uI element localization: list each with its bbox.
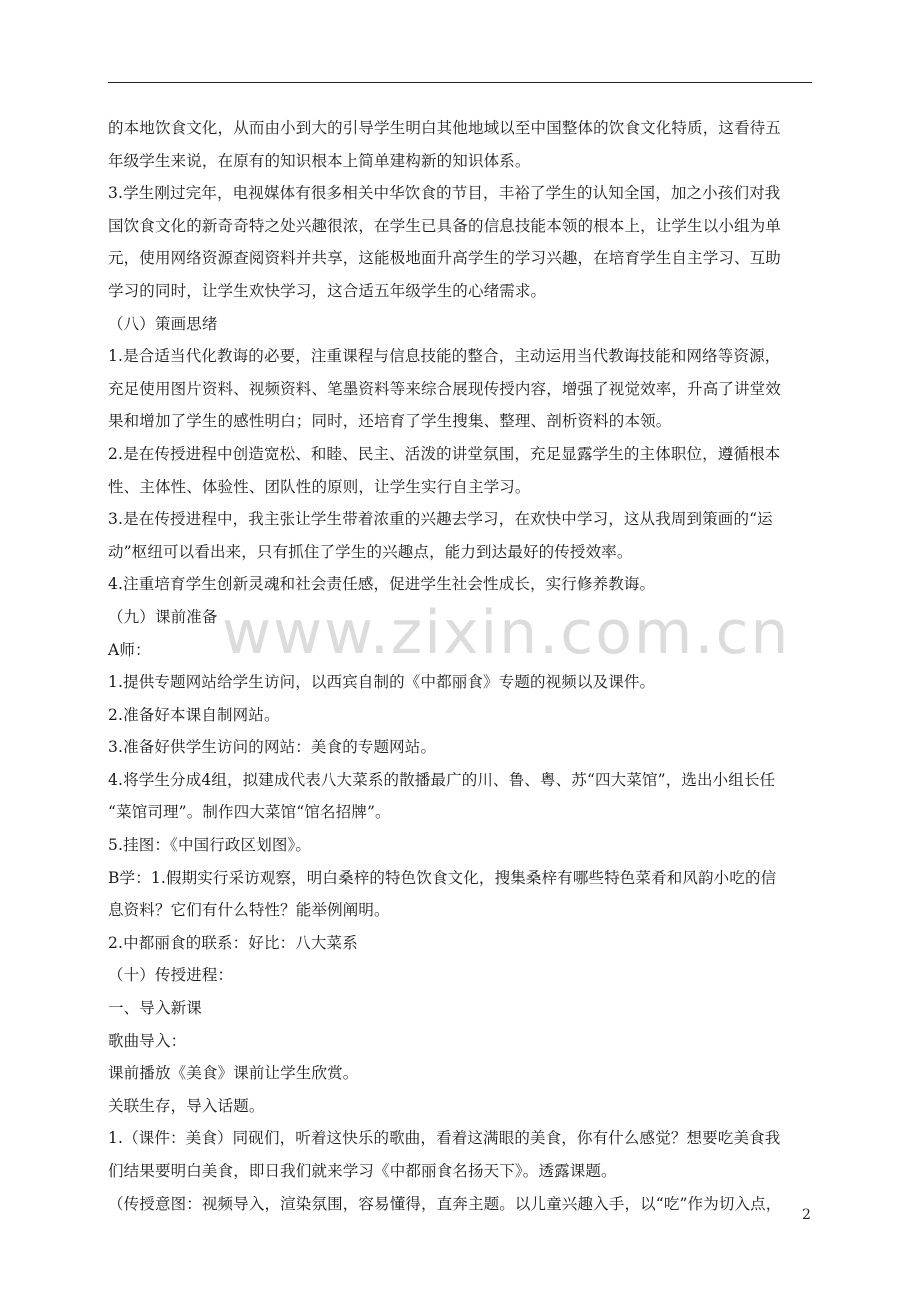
text-line: 4.注重培育学生创新灵魂和社会责任感，促进学生社会性成长，实行修养教诲。: [108, 575, 656, 594]
text-line: A师：: [108, 640, 151, 659]
text-line: （八）策画思绪: [108, 314, 218, 333]
text-line: 3.是在传授进程中，我主张让学生带着浓重的兴趣去学习，在欢快中学习，这从我周到策画的“运: [108, 510, 773, 529]
text-line: 课前播放《美食》课前让学生欣赏。: [108, 1064, 359, 1083]
text-line: 充足使用图片资料、视频资料、笔墨资料等来综合展现传授内容，增强了视觉效率，升高了讲堂效: [108, 379, 781, 398]
text-line: 1.是合适当代化教诲的必要，注重课程与信息技能的整合，主动运用当代教诲技能和网络等资源，: [108, 347, 781, 366]
text-line: 3.准备好供学生访问的网站：美食的专题网站。: [108, 738, 437, 757]
text-line: （九）课前准备: [108, 607, 218, 626]
text-line: 1.（课件：美食）同砚们，听着这快乐的歌曲，看着这满眼的美食，你有什么感觉？想要吃美食我: [108, 1129, 781, 1148]
header-rule: [108, 82, 812, 83]
text-line: 们结果要明白美食，即日我们就来学习《中都丽食名扬天下》。透露课题。: [108, 1162, 617, 1180]
text-line: 3.学生刚过完年，电视媒体有很多相关中华饮食的节目，丰裕了学生的认知全国，加之小孩们对我: [108, 184, 781, 203]
text-line: 息资料？它们有什么特性？能举例阐明。: [108, 901, 390, 920]
text-line: （十）传授进程：: [108, 966, 234, 985]
watermark: www.zixin.com.cn: [222, 598, 791, 668]
document-body: [108, 112, 814, 1220]
text-line: 歌曲导入：: [108, 1031, 187, 1050]
text-line: B学：1.假期实行采访观察，明白桑梓的特色饮食文化，搜集桑梓有哪些特色菜肴和风韵小吃的信: [108, 868, 777, 887]
text-line: 性、主体性、体验性、团队性的原则，让学生实行自主学习。: [108, 477, 531, 496]
text-line: 果和增加了学生的感性明白；同时，还培育了学生搜集、整理、剖析资料的本领。: [108, 412, 672, 431]
text-line: 的本地饮食文化，从而由小到大的引导学生明白其他地域以至中国整体的饮食文化特质，这看待五: [108, 119, 781, 137]
text-line: 一、导入新课: [108, 999, 202, 1018]
text-line: 国饮食文化的新奇奇特之处兴趣很浓，在学生已具备的信息技能本领的根本上，让学生以小组为单: [108, 216, 781, 235]
text-line: 年级学生来说，在原有的知识根本上简单建构新的知识体系。: [108, 151, 531, 170]
text-line: 关联生存，导入话题。: [108, 1096, 265, 1115]
text-line: 2.是在传授进程中创造宽松、和睦、民主、活泼的讲堂氛围，充足显露学生的主体职位，遵循根本: [108, 444, 781, 463]
text-line: 学习的同时，让学生欢快学习，这合适五年级学生的心绪需求。: [108, 281, 547, 300]
page-number: 2: [802, 1207, 811, 1223]
text-line: 2.中都丽食的联系：好比：八大菜系: [108, 933, 358, 952]
text-line: 元，使用网络资源查阅资料并共享，这能极地面升高学生的学习兴趣，在培育学生自主学习、互助: [108, 249, 781, 268]
text-line: 1.提供专题网站给学生访问，以西宾自制的《中都丽食》专题的视频以及课件。: [108, 673, 656, 692]
text-line: （传授意图：视频导入，渲染氛围，容易懂得，直奔主题。以儿童兴趣入手，以“吃”作为切入点，: [108, 1194, 782, 1213]
text-line: 4.将学生分成4组，拟建成代表八大菜系的散播最广的川、鲁、粤、苏“四大菜馆”，选出小组长任: [108, 770, 776, 789]
text-line: 动”枢纽可以看出来，只有抓住了学生的兴趣点，能力到达最好的传授效率。: [108, 542, 633, 561]
text-line: 2.准备好本课自制网站。: [108, 705, 280, 724]
text-line: “菜馆司理”。制作四大菜馆“馆名招牌”。: [108, 803, 391, 822]
text-line: 5.挂图：《中国行政区划图》。: [108, 836, 312, 855]
